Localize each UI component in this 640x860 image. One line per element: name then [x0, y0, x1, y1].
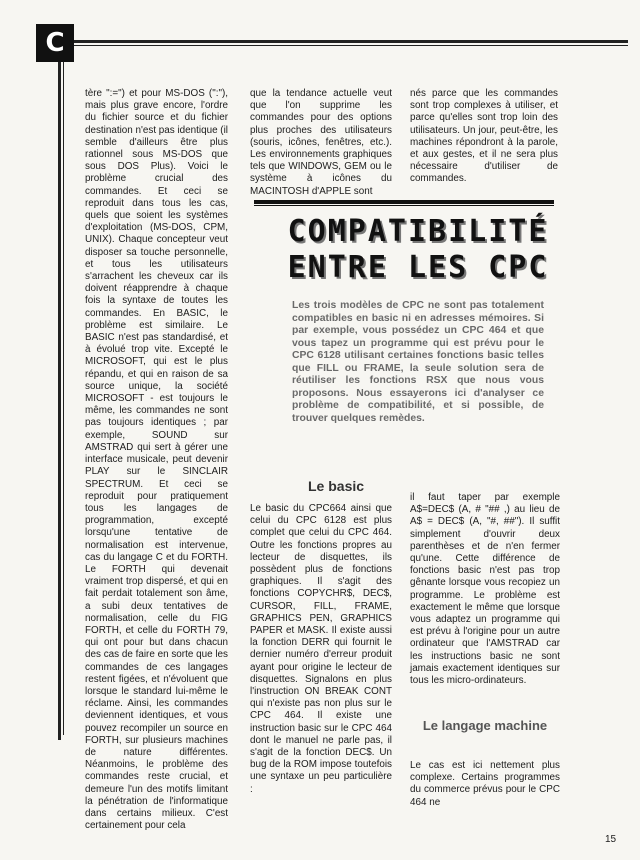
- title-line-2: ENTRE LES CPC: [287, 250, 549, 285]
- article-intro: Les trois modèles de CPC ne sont pas totalement compatibles en basic ni en adresses mémoires. Si par exemple, vous possédez un CPC 464 et que vous tapez un programme qui est prévu pour le CPC 6128 utilisant certaines fonctions basic telles que FILL ou FRAME, la seule solution sera de réutiliser les fonctions RSX que nous vous proposons. Nous essayerons ici d'analyser ce problème de compatibilité, et si possible, de trouver quelques remèdes.: [292, 300, 544, 424]
- title-rule-thick: [254, 200, 554, 204]
- heading-langage-machine: Le langage machine: [422, 718, 548, 733]
- article-title: [268, 214, 568, 286]
- page-number: 15: [605, 834, 617, 845]
- heading-basic: Le basic: [308, 478, 365, 494]
- column-3-final-text: [410, 760, 560, 809]
- left-frame-rule-thin: [63, 45, 64, 735]
- column-3-bottom-text: [410, 492, 560, 687]
- top-frame-rule-thin: [58, 45, 628, 46]
- col3-top-paragraph: nés parce que les commandes sont trop complexes à utiliser, et parce qu'elles sont trop loin des utilisateurs. Un jour, peut-être, les machines répondront à la parole, et aux gestes, et il ne sera plus nécessaire d'utiliser de commandes.: [410, 88, 558, 185]
- title-line-1: COMPATIBILITÉ: [287, 214, 549, 249]
- col2-top-paragraph: que la tendance actuelle veut que l'on supprime les commandes pour des options plus proches des utilisateurs (souris, icônes, fenêtres, etc.). Les environnements graphiques tels que WINDOWS, GEM ou le système à icônes du MACINTOSH d'APPLE sont: [250, 88, 392, 197]
- column-2-bottom-text: [250, 503, 392, 796]
- column-1-text: [85, 88, 228, 832]
- col3-bottom-paragraph: il faut taper par exemple A$=DEC$ (A, # "## ,) au lieu de A$ = DEC$ (A, "#, ##"). Il suffit simplement d'ouvrir deux parenthèses et de n'en fermer qu'une. Cette différence de fonctions basic n'est pas trop gênante lorsque vous recopiez un programme. Le problème est exactement le même que lorsque vous adaptez un programme qui est prévu à l'origine pour un autre ordinateur que l'AMSTRAD car les instructions basic ne sont jamais exactement identiques sur tous les micro-ordinateurs.: [410, 492, 560, 687]
- column-3-top-text: [410, 88, 558, 186]
- col1-paragraph: tère ":=") et pour MS-DOS (":"), mais plus grave encore, l'ordre du fichier source et du fichier destination n'est pas identique (il semble d'ailleurs être plus rationnel sous MS-DOS que sous DOS Plus). Voici le problème crucial des commandes. Et ceci se reproduit dans tous les cas, quels que soient les systèmes d'exploitation (MS-DOS, CPM, UNIX). Chaque concepteur veut disposer sa touche personnelle, et tous les utilisateurs s'arrachent les cheveux car ils doivent réapprendre à chaque fois la syntaxe de toutes les commandes. En BASIC, le problème est similaire. Le BASIC n'est pas standardisé, et à évolué trop vite. Excepté le MICROSOFT, qui est le plus répandu, et qui en raison de sa source unique, la société MICROSOFT - est toujours le même, les commandes ne sont pas toujours identiques ; par exemple, SOUND sur AMSTRAD qui sert à gérer une interface musicale, peut devenir PLAY sur le SINCLAIR SPECTRUM. Et ceci se reproduit pour pratiquement tous les langages de programmation, excepté lorsqu'une tentative de normalisation est intervenue, cas du langage C et du FORTH. Le FORTH qui devenait vraiment trop dispersé, et qui en fait perdait totalement son âme, a subi deux tentatives de normalisation, celle du FIG FORTH, et celle du FORTH 79, qui ont pour but dans chacun des cas de faire en sorte que les commandes de ces langages restent figées, et n'évoluent que lorsque le standard lui-même le réclame. Ainsi, les commandes deviennent identiques, et vous pouvez recompiler un source en FORTH, sur plusieurs machines de nature différentes. Néanmoins, le problème des commandes reste crucial, et demeure l'un des motifs limitant la pénétration de l'informatique dans certains milieux. C'est certainement pour cela: [85, 88, 228, 832]
- top-frame-rule: [58, 40, 628, 43]
- section-logo: [36, 24, 74, 62]
- left-frame-rule: [58, 40, 61, 740]
- title-rule-thin: [254, 205, 554, 206]
- column-2-top-text: [250, 88, 392, 198]
- logo-letter: C: [45, 28, 65, 58]
- col2-bottom-paragraph: Le basic du CPC664 ainsi que celui du CPC 6128 est plus complet que celui du CPC 464. Outre les fonctions propres au lecteur de disquettes, ils possèdent plus de fonctions graphiques. Il s'agit des fonctions COPYCHR$, DEC$, CURSOR, FILL, FRAME, GRAPHICS PEN, GRAPHICS PAPER et MASK. Il existe aussi la fonction DERR qui fournit le dernier numéro d'erreur produit ayant pour origine le lecteur de disquettes. Signalons en plus l'instruction ON BREAK CONT qui n'existe pas non plus sur le CPC 464. Il existe une instruction basic sur le CPC 464 dont le manuel ne parle pas, il s'agit de la fonction DEC$. Un bug de la ROM impose toutefois une syntaxe un peu particulière :: [250, 503, 392, 795]
- col3-final-paragraph: Le cas est ici nettement plus complexe. Certains programmes du commerce prévus pour le CPC 464 ne: [410, 760, 560, 808]
